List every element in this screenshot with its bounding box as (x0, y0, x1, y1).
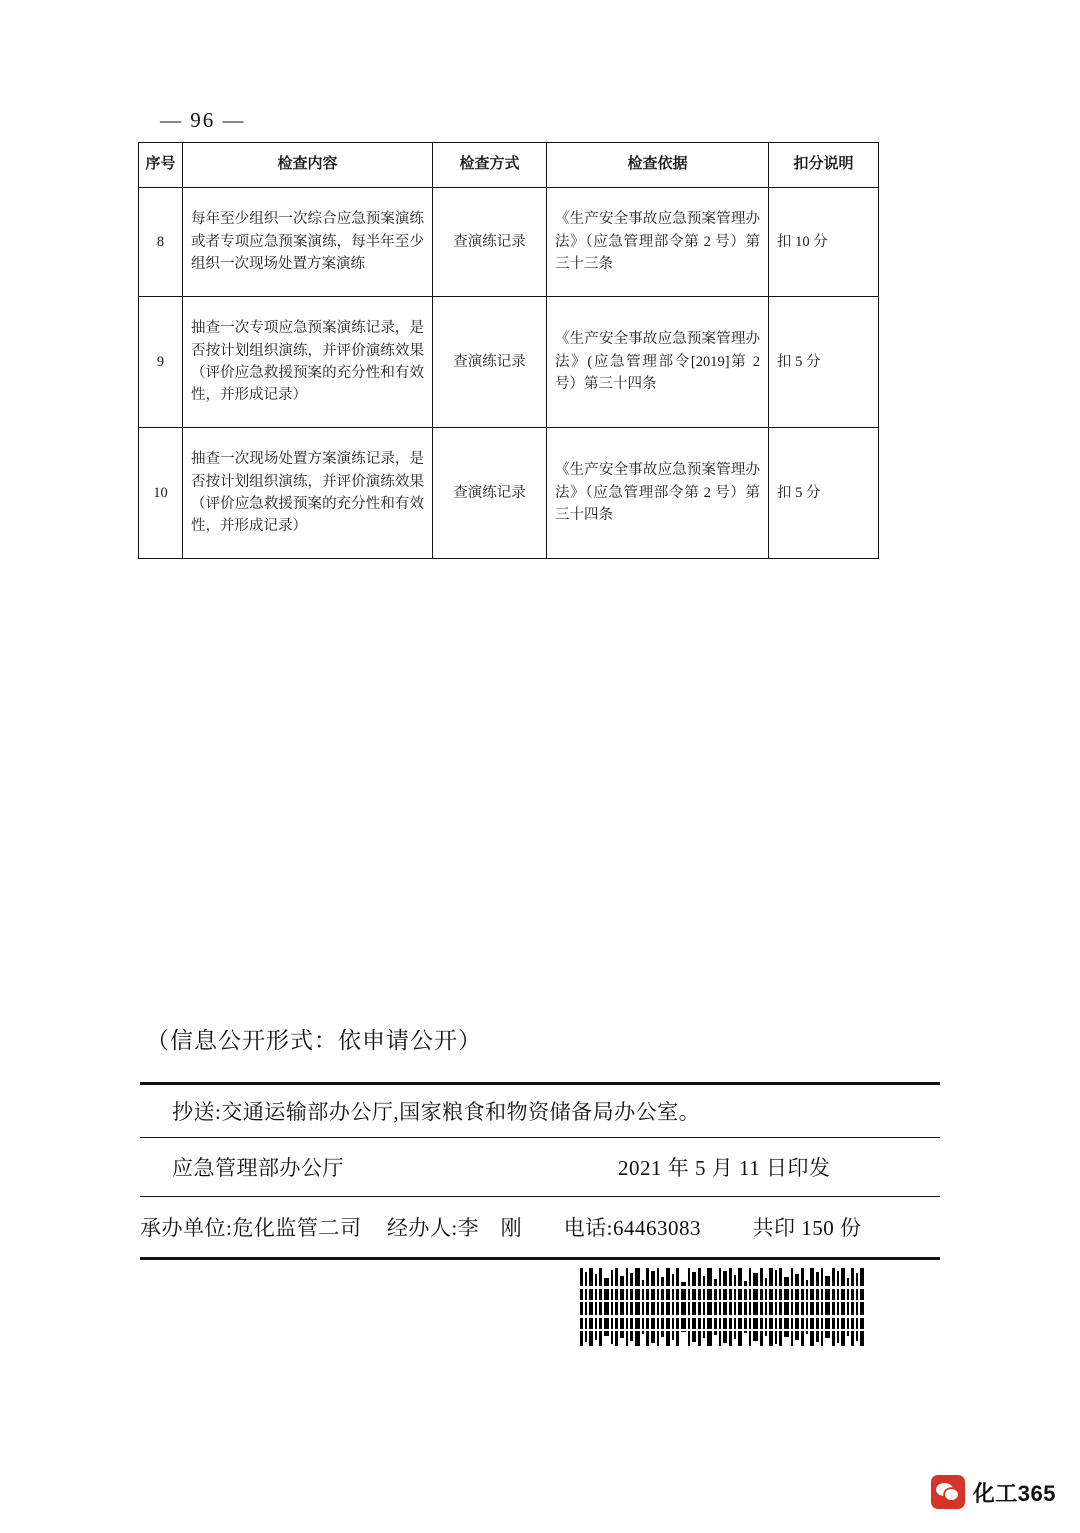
cell-method: 查演练记录 (433, 297, 547, 428)
table-row (139, 297, 879, 428)
footer-divider-lower (140, 1196, 940, 1197)
col-header-no: 序号 (139, 143, 183, 188)
col-header-content: 检查内容 (183, 143, 433, 188)
cell-no: 10 (139, 428, 183, 559)
handler-name: 经办人:李 刚 (386, 1216, 523, 1240)
checklist-table-container (138, 142, 878, 559)
watermark-account-name: 化工365 (972, 1480, 1056, 1506)
table-row (139, 428, 879, 559)
carbon-copy-line: 抄送:交通运输部办公厅,国家粮食和物资储备局办公室。 (172, 1100, 701, 1124)
watermark-badge (931, 1475, 1056, 1509)
cell-deduction: 扣 10 分 (769, 188, 879, 297)
cell-basis: 《生产安全事故应急预案管理办法》(应急管理部令[2019]第 2 号）第三十四条 (547, 297, 769, 428)
datamatrix-barcode (578, 1268, 868, 1346)
cell-content: 每年至少组织一次综合应急预案演练或者专项应急预案演练，每半年至少组织一次现场处置方案演练 (183, 188, 433, 297)
cell-deduction: 扣 5 分 (769, 428, 879, 559)
footer-divider-bottom (140, 1257, 940, 1260)
cell-deduction: 扣 5 分 (769, 297, 879, 428)
print-count: 共印 150 份 (752, 1216, 862, 1240)
barcode-image (578, 1268, 868, 1346)
cell-content: 抽查一次专项应急预案演练记录，是否按计划组织演练，并评价演练效果（评价应急救援预案的充分性和有效性，并形成记录） (183, 297, 433, 428)
table-header-row (139, 143, 879, 188)
cell-no: 9 (139, 297, 183, 428)
cell-no: 8 (139, 188, 183, 297)
table-row (139, 188, 879, 297)
col-header-basis: 检查依据 (547, 143, 769, 188)
disclosure-form-note: （信息公开形式：依申请公开） (146, 1028, 482, 1053)
page-number: — 96 — (160, 108, 246, 132)
footer-divider-middle (140, 1137, 940, 1138)
issue-date: 2021 年 5 月 11 日印发 (618, 1156, 831, 1180)
cell-method: 查演练记录 (433, 428, 547, 559)
checklist-table (138, 142, 879, 559)
cell-method: 查演练记录 (433, 188, 547, 297)
footer-divider-top (140, 1082, 940, 1085)
cell-basis: 《生产安全事故应急预案管理办法》（应急管理部令第 2 号）第三十三条 (547, 188, 769, 297)
wechat-official-account-icon (931, 1475, 965, 1509)
handling-unit: 承办单位:危化监管二司 (140, 1216, 362, 1240)
handling-info-line (140, 1212, 862, 1242)
cell-basis: 《生产安全事故应急预案管理办法》（应急管理部令第 2 号）第三十四条 (547, 428, 769, 559)
col-header-method: 检查方式 (433, 143, 547, 188)
col-header-deduction: 扣分说明 (769, 143, 879, 188)
contact-phone: 电话:64463083 (563, 1216, 702, 1240)
issuing-office: 应急管理部办公厅 (172, 1156, 344, 1180)
cell-content: 抽查一次现场处置方案演练记录，是否按计划组织演练，并评价演练效果（评价应急救援预案的充分性和有效性，并形成记录） (183, 428, 433, 559)
